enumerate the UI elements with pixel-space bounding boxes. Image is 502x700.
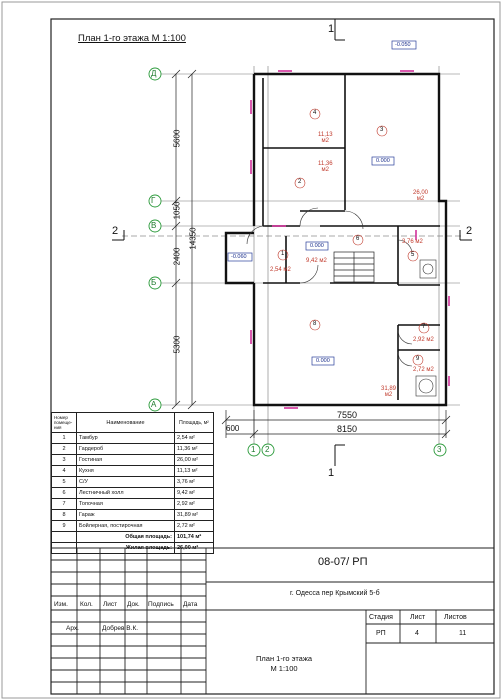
axis-bubbles	[149, 68, 446, 456]
table-row	[52, 510, 214, 521]
room-number-5: 5	[411, 252, 415, 258]
axis-label-a: А	[151, 400, 157, 409]
table-row	[52, 433, 214, 444]
stamp-col-kol: Кол.	[80, 601, 93, 608]
dim-600: 600	[226, 424, 240, 433]
row-area: 2,72 м²	[175, 521, 214, 532]
row-name: Бойлерная, постирочная	[77, 521, 175, 532]
project-code: 08-07/ РП	[318, 556, 368, 568]
stamp-sheet-label: Лист	[410, 614, 426, 621]
room-explication-table	[51, 412, 214, 554]
row-number: 4	[52, 466, 77, 477]
row-name: Кухня	[77, 466, 175, 477]
row-area: 11,36 м²	[175, 444, 214, 455]
row-name: Топочная	[77, 499, 175, 510]
stamp-stage: РП	[376, 630, 386, 637]
dim-2400: 2400	[172, 247, 182, 266]
stamp-sheet-title: План 1-го этажа М 1:100	[256, 654, 313, 673]
room-area-7: 2,92 м2	[413, 337, 434, 343]
dim-14350: 14350	[188, 227, 198, 250]
axis-label-g: Г	[151, 196, 156, 205]
row-area: 2,92 м²	[175, 499, 214, 510]
row-name: Гостиная	[77, 455, 175, 466]
explication-header-number: Номер помеще-ния	[52, 413, 77, 433]
room-area-5: 3,76 м2	[402, 239, 423, 245]
level-room3: 0.000	[376, 158, 390, 164]
room-number-8: 8	[313, 321, 317, 327]
stamp-col-dok: Док.	[127, 601, 140, 608]
row-number: 2	[52, 444, 77, 455]
row-number: 5	[52, 477, 77, 488]
stamp-col-date: Дата	[183, 601, 198, 608]
row-name: Тамбур	[77, 433, 175, 444]
row-area: 11,13 м²	[175, 466, 214, 477]
row-area: 26,00 м²	[175, 455, 214, 466]
room-number-2: 2	[298, 179, 302, 185]
level-boxes	[228, 41, 416, 365]
table-row	[52, 521, 214, 532]
row-area: 3,76 м²	[175, 477, 214, 488]
stamp-person: Добрев В.К.	[102, 625, 139, 632]
room-number-7: 7	[422, 324, 426, 330]
axis-lines	[160, 66, 460, 448]
section-mark-right: 2	[466, 225, 473, 237]
row-area: 9,42 м²	[175, 488, 214, 499]
room-area-4: 11,13 м2	[318, 132, 333, 144]
row-area: 31,89 м²	[175, 510, 214, 521]
axis-label-d: Д	[151, 69, 157, 78]
row-number: 8	[52, 510, 77, 521]
row-number: 7	[52, 499, 77, 510]
room-area-6: 9,42 м2	[306, 258, 327, 264]
stamp-col-list: Лист	[103, 601, 118, 608]
room-number-9: 9	[416, 356, 420, 362]
axis-label-3: 3	[437, 445, 442, 454]
axis-label-b: Б	[151, 278, 157, 287]
row-name: Гардероб	[77, 444, 175, 455]
axis-label-2: 2	[265, 445, 270, 454]
living-area-label: Жилая площадь:	[77, 543, 175, 554]
level-outside-left: -0.060	[231, 254, 247, 260]
total-area-value: 101,74 м²	[175, 532, 214, 543]
drawing-title: План 1-го этажа М 1:100	[78, 33, 186, 44]
room-number-4: 4	[313, 110, 317, 116]
room-area-2: 11,36 м2	[318, 161, 333, 173]
section-mark-bottom: 1	[328, 467, 335, 479]
row-area: 2,54 м²	[175, 433, 214, 444]
room-area-9: 2,72 м2	[413, 367, 434, 373]
explication-header-row	[52, 413, 214, 433]
room-area-3: 26,00 м2	[413, 190, 429, 202]
room-number-3: 3	[380, 127, 384, 133]
stamp-sheets-label: Листов	[444, 614, 467, 621]
row-number: 3	[52, 455, 77, 466]
explication-header-area: Площадь, м²	[175, 413, 214, 433]
horizontal-dimension-lines	[222, 410, 450, 438]
table-row	[52, 499, 214, 510]
dim-5600: 5600	[172, 129, 182, 148]
stamp-sheet: 4	[415, 630, 419, 637]
interior-walls	[263, 74, 440, 400]
table-row	[52, 466, 214, 477]
table-row	[52, 477, 214, 488]
row-name: Лестничный холл	[77, 488, 175, 499]
living-area-row	[52, 543, 214, 554]
room-area-8: 31,89 м2	[381, 386, 397, 398]
stamp-stage-label: Стадия	[369, 614, 393, 621]
dim-5300: 5300	[172, 335, 182, 354]
total-area-label: Общая площадь:	[77, 532, 175, 543]
project-address: г. Одесса пер Крымский 5-б	[290, 590, 380, 597]
dim-7550: 7550	[337, 410, 358, 420]
row-number: 6	[52, 488, 77, 499]
living-area-value: 26,00 м²	[175, 543, 214, 554]
section-mark-top: 1	[328, 23, 335, 35]
room-area-1: 2,54 м2	[270, 267, 291, 273]
row-name: Гараж	[77, 510, 175, 521]
stamp-sheets: 11	[459, 630, 467, 637]
dim-8150: 8150	[337, 424, 358, 434]
room-number-6: 6	[356, 236, 360, 242]
row-number: 1	[52, 433, 77, 444]
stamp-role: Арх.	[66, 625, 79, 632]
row-number: 9	[52, 521, 77, 532]
table-row	[52, 444, 214, 455]
level-outside-top: -0.050	[395, 42, 411, 48]
dim-1050: 1050	[172, 201, 182, 220]
table-row	[52, 488, 214, 499]
total-area-row	[52, 532, 214, 543]
explication-header-name: Наименование	[77, 413, 175, 433]
table-row	[52, 455, 214, 466]
stamp-col-signature: Подпись	[148, 601, 174, 608]
staircase	[334, 252, 374, 282]
stamp-col-izm: Изм.	[54, 601, 68, 608]
row-name: С/У	[77, 477, 175, 488]
room-number-1: 1	[281, 251, 285, 257]
level-hall: 0.000	[310, 243, 324, 249]
axis-label-v: В	[151, 221, 157, 230]
section-mark-left: 2	[112, 225, 119, 237]
sheet-frame	[51, 19, 494, 694]
level-garage: 0.000	[316, 358, 330, 364]
axis-label-1: 1	[251, 445, 256, 454]
